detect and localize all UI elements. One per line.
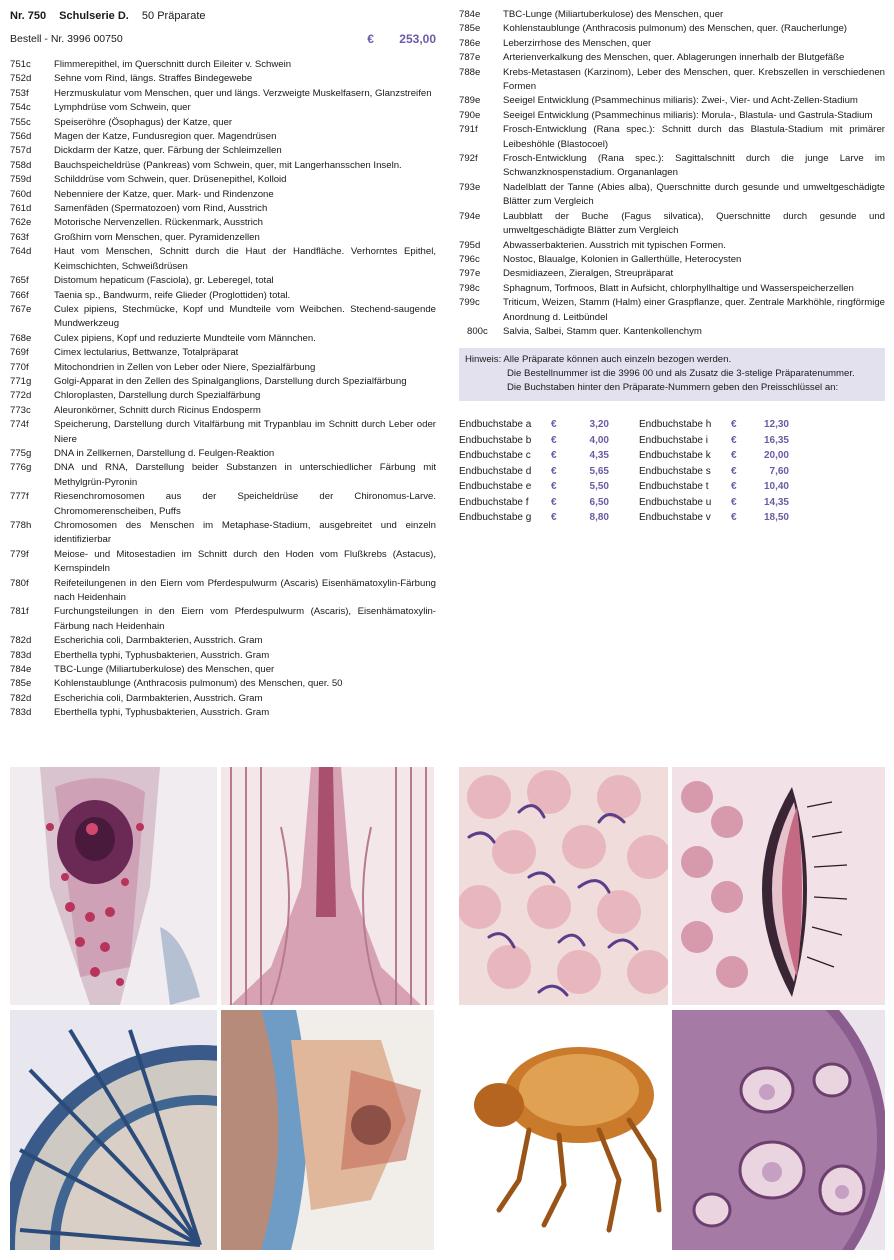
preparation-code: 795d [459,239,481,251]
right-item-entry [459,94,885,108]
preparation-description: Riesenchromosomen aus der Speicheldrüse der Chironomus-Larve. Chromomerenscheiben, Puffs [54,491,436,517]
preparation-code: 753f [10,87,29,99]
price-key-currency: € [731,496,737,508]
photo-shoot-tip-micrograph [221,767,434,1005]
left-item-entry [10,58,436,72]
price-key-value: 5,50 [589,481,609,493]
price-key-label: Endbuchstabe k [639,450,711,462]
preparation-code: 765f [10,275,29,287]
preparation-code: 764d [10,246,32,258]
preparation-description: Culex pipiens, Stechmücke, Kopf und Mundteile vom Weibchen. Stechend-saugende Mundwerkzeug [54,303,436,330]
photo-ovary-tissue-section [672,1010,885,1250]
left-item-entry [10,404,436,418]
preparation-code: 791f [459,124,478,136]
preparation-code: 800c [467,325,488,337]
preparation-code: 793e [459,181,481,193]
price-key-row [639,417,819,433]
price-key-row [459,495,639,511]
price-key-row [459,433,639,449]
price-key-currency: € [551,434,557,446]
preparation-description: Großhirn vom Menschen, quer. Pyramidenzellen [54,231,260,243]
preparation-description: Triticum, Weizen, Stamm (Halm) einer Graspflanze, quer. Zentrale Markhöhle, ringförmige Anordnung d. Leitbündel [503,297,885,323]
preparation-description: Escherichia coli, Darmbakterien, Ausstrich. Gram [54,692,263,704]
right-item-entry [459,51,885,65]
price-key-value: 14,35 [763,496,789,508]
preparation-description: Eberthella typhi, Typhusbakterien, Ausstrich. Gram [54,649,270,661]
preparation-description: Aleuronkörner, Schnitt durch Ricinus Endosperm [54,404,261,416]
preparation-code: 781f [10,606,29,618]
left-item-entry [10,346,436,360]
price-key-currency: € [731,419,737,431]
left-item-entry [10,548,436,577]
right-item-entry [459,152,885,181]
hint-line-1: Hinweis: Alle Präparate können auch einzeln bezogen werden. [465,354,732,366]
preparation-description: DNA in Zellkernen, Darstellung d. Feulgen-Reaktion [54,447,275,459]
left-column [10,8,436,721]
price-key-row [639,433,819,449]
price-key-currency: € [551,512,557,524]
preparation-description: Kohlenstaublunge (Anthracosis pulmonum) des Menschen, quer. 50 [54,678,343,690]
left-item-entry [10,159,436,173]
right-item-entry [459,66,885,95]
left-item-entry [10,361,436,375]
preparation-description: Herzmuskulatur vom Menschen, quer und längs. Verzweigte Muskelfasern, Glanzstreifen [54,87,432,99]
preparation-code: 784e [10,664,32,676]
price-key-label: Endbuchstabe b [459,434,532,446]
right-item-entry [459,296,885,325]
preparation-description: Lymphdrüse vom Schwein, quer [54,102,191,114]
left-item-list [10,58,436,721]
left-item-entry [10,634,436,648]
currency-symbol: € [367,32,374,46]
right-item-entry [459,8,885,22]
preparation-code: 788e [459,66,481,78]
right-item-entry [459,22,885,36]
preparation-code: 797e [459,268,481,280]
preparation-description: Mitochondrien in Zellen von Leber oder Niere, Spezialfärbung [54,361,316,373]
series-header [10,8,436,28]
left-item-entry [10,490,436,519]
preparation-code: 752d [10,73,32,85]
photo-flea-insect [459,1010,668,1250]
preparation-code: 769f [10,347,29,359]
preparation-code: 758d [10,159,32,171]
preparation-description: Meiose- und Mitosestadien im Schnitt durch den Hoden vom Flußkrebs (Astacus), Kernspindeln [54,548,436,575]
series-title: Schulserie D. [59,10,129,22]
preparation-description: Speiseröhre (Ösophagus) der Katze, quer [54,116,233,128]
preparation-description: Nostoc, Blaualge, Kolonien in Gallerthülle, Heterocysten [503,253,742,265]
preparation-code: 780f [10,577,29,589]
price-key-value: 8,80 [589,512,609,524]
preparation-description: TBC-Lunge (Miliartuberkulose) des Menschen, quer [54,664,275,676]
left-item-entry [10,231,436,245]
price-key-currency: € [551,450,557,462]
preparation-code: 766f [10,289,29,301]
left-item-entry [10,72,436,86]
preparation-description: Eberthella typhi, Typhusbakterien, Ausstrich. Gram [54,707,270,719]
preparation-description: Bauchspeicheldrüse (Pankreas) vom Schwein, quer, mit Langerhansschen Inseln. [54,159,402,171]
series-number: Nr. 750 [10,10,47,22]
price-key-label: Endbuchstabe h [639,419,712,431]
photo-leaf-section [221,1010,434,1250]
price-key-label: Endbuchstabe s [639,465,711,477]
preparation-code: 754c [10,102,31,114]
price-key-label: Endbuchstabe i [639,434,708,446]
price-key-row [639,479,819,495]
preparation-code: 778h [10,520,32,531]
preparation-description: Leberzirrhose des Menschen, quer [503,37,652,49]
price-key-currency: € [731,434,737,446]
right-item-list [459,8,885,339]
preparation-code: 796c [459,253,480,265]
preparation-code: 794e [459,210,481,222]
preparation-code: 782d [10,635,32,647]
price-key-label: Endbuchstabe g [459,512,532,524]
price-key-value: 6,50 [589,496,609,508]
photo-plant-cells-micrograph [10,767,217,1005]
price-key-value: 7,60 [769,465,789,477]
preparation-description: Sphagnum, Torfmoos, Blatt in Aufsicht, chlorphyllhaltige und Wasserspeicherzellen [503,282,854,294]
preparation-description: Kohlenstaublunge (Anthracosis pulmonum) des Menschen, quer. (Raucherlunge) [503,23,847,35]
price-key-row [639,495,819,511]
left-item-entry [10,677,436,691]
preparation-code: 783d [10,707,32,719]
left-item-entry [10,577,436,606]
preparation-code: 771g [10,375,32,387]
photo-stem-cross-section [10,1010,217,1250]
preparation-description: Samenfäden (Spermatozoen) vom Rind, Ausstrich [54,203,268,215]
preparation-description: Motorische Nervenzellen. Rückenmark, Ausstrich [54,217,264,229]
right-item-entry [459,123,885,152]
price-key-currency: € [731,465,737,477]
preparation-description: Dickdarm der Katze, quer. Färbung der Schleimzellen [54,145,282,157]
price-key-row [459,464,639,480]
preparation-code: 779f [10,548,29,560]
preparation-description: Culex pipiens, Kopf und reduzierte Mundteile vom Männchen. [54,332,316,344]
preparation-code: 751c [10,59,31,70]
price-key-value: 12,30 [763,419,789,431]
right-item-entry [459,325,885,339]
price-key-value: 4,35 [589,450,609,462]
preparation-description: Golgi-Apparat in den Zellen des Spinalganglions, Darstellung durch Spezialfärbung [54,375,407,387]
right-item-entry [459,282,885,296]
price-value: 253,00 [399,32,436,46]
price-key-row [459,417,639,433]
preparation-description: Distomum hepaticum (Fasciola), gr. Leberegel, total [54,275,274,287]
preparation-code: 773c [10,404,31,416]
preparation-code: 762e [10,217,32,229]
price-key-currency: € [551,496,557,508]
preparation-code: 759d [10,174,32,186]
price-key-value: 18,50 [763,512,789,524]
preparation-description: Nadelblatt der Tanne (Abies alba), Querschnitte durch gesunde und umweltgeschädigte Blätter zum Vergleich [503,181,885,208]
preparation-code: 785e [459,23,481,35]
preparation-description: Taenia sp., Bandwurm, reife Glieder (Proglottiden) total. [54,289,291,301]
preparation-description: Schilddrüse vom Schwein, quer. Drüsenepithel, Kolloid [54,174,287,186]
left-item-entry [10,144,436,158]
order-number: Bestell - Nr. 3996 00750 [10,33,123,45]
price-key-row [459,448,639,464]
right-column [459,8,885,526]
price-key-value: 10,40 [763,481,789,493]
price-key-currency: € [551,465,557,477]
right-item-entry [459,253,885,267]
preparation-description: Salvia, Salbei, Stamm quer. Kantenkollenchym [503,325,702,337]
left-item-entry [10,303,436,332]
series-price [367,32,436,46]
preparation-description: Chromosomen des Menschen im Metaphase-Stadium, ausgebreitet und einzeln identifizierbar [54,520,436,546]
preparation-code: 763f [10,231,29,243]
preparation-code: 775g [10,447,32,459]
preparation-code: 786e [459,37,481,49]
left-item-entry [10,87,436,101]
left-item-entry [10,202,436,216]
preparation-description: DNA und RNA, Darstellung beider Substanzen in unterschiedlicher Färbung mit Methylgrün-Pyronin [54,462,436,488]
left-item-entry [10,274,436,288]
preparation-description: Haut vom Menschen, Schnitt durch die Haut der Handfläche. Verhorntes Epithel, Keimschichten, Schweißdrüsen [54,246,436,272]
preparation-description: Cimex lectularius, Bettwanze, Totalpräparat [54,347,239,359]
left-item-entry [10,116,436,130]
preparation-code: 755c [10,116,31,128]
left-item-entry [10,245,436,274]
hint-line-3: Die Buchstaben hinter den Präparate-Nummern geben den Preisschlüssel an: [507,382,839,394]
preparation-code: 756d [10,131,32,143]
preparation-description: Escherichia coli, Darmbakterien, Ausstrich. Gram [54,635,263,647]
left-item-entry [10,289,436,303]
price-key-currency: € [551,419,557,431]
price-key-currency: € [731,450,737,462]
right-item-entry [459,267,885,281]
preparation-code: 785e [10,678,32,690]
right-item-entry [459,109,885,123]
price-key-row [459,510,639,526]
preparation-description: Abwasserbakterien. Ausstrich mit typischen Formen. [503,239,726,251]
preparation-code: 774f [10,419,29,431]
preparation-code: 798c [459,282,480,294]
preparation-description: Arterienverkalkung des Menschen, quer. Ablagerungen innerhalb der Blutgefäße [503,52,845,64]
preparation-description: Frosch-Entwicklung (Rana spec.): Sagittalschnitt durch die junge Larve im Schwanzknospenstadium. Organanlagen [503,153,885,179]
price-key-column-right [639,417,819,526]
price-key-label: Endbuchstabe v [639,512,711,524]
left-item-entry [10,519,436,548]
preparation-code: 767e [10,303,32,315]
left-item-entry [10,332,436,346]
preparation-code: 770f [10,361,29,373]
preparation-description: Flimmerepithel, im Querschnitt durch Eileiter v. Schwein [54,59,292,70]
preparation-code: 761d [10,203,32,215]
preparation-code: 799c [459,297,480,309]
hint-box [459,348,885,401]
left-item-entry [10,418,436,447]
price-key-table [459,417,885,526]
photo-oral-gland-section [672,767,885,1005]
preparation-code: 783d [10,649,32,661]
left-item-entry [10,101,436,115]
right-item-entry [459,239,885,253]
preparation-code: 776g [10,462,32,474]
price-key-row [459,479,639,495]
price-key-value: 5,65 [589,465,609,477]
left-item-entry [10,461,436,490]
price-key-row [639,448,819,464]
hint-line-2: Die Bestellnummer ist die 3996 00 und als Zusatz die 3-stelige Präparatenummer. [507,368,855,380]
price-key-label: Endbuchstabe e [459,481,532,493]
preparation-code: 782d [10,692,32,704]
preparation-description: Speicherung, Darstellung durch Vitalfärbung mit Trypanblau im Schnitt durch Leber oder Niere [54,419,436,445]
preparation-description: Magen der Katze, Fundusregion quer. Magendrüsen [54,131,277,143]
left-item-entry [10,692,436,706]
price-key-column-left [459,417,639,526]
preparation-code: 792f [459,153,478,165]
price-key-currency: € [551,481,557,493]
right-item-entry [459,37,885,51]
preparation-description: Nebenniere der Katze, quer. Mark- und Rindenzone [54,188,274,200]
preparation-description: Furchungsteilungen in den Eiern vom Pferdespulwurm (Ascaris), Eisenhämatoxylin-Färbung nach Heidenhain [54,606,436,632]
price-key-label: Endbuchstabe f [459,496,529,508]
preparation-description: Sehne vom Rind, längs. Straffes Bindegewebe [54,73,253,85]
preparation-code: 768e [10,332,32,344]
series-count: 50 Präparate [141,10,206,22]
preparation-code: 772d [10,390,32,402]
price-key-label: Endbuchstabe c [459,450,531,462]
left-item-entry [10,375,436,389]
preparation-description: TBC-Lunge (Miliartuberkulose) des Menschen, quer [503,9,724,20]
preparation-description: Laubblatt der Buche (Fagus silvatica), Querschnitte durch gesunde und umweltgeschädigte Blätter zum Vergleich [503,210,885,237]
price-key-value: 4,00 [589,434,609,446]
preparation-description: Krebs-Metastasen (Karzinom), Leber des Menschen, quer. Krebszellen in verschiedenen Formen [503,66,885,93]
preparation-description: Seeigel Entwicklung (Psammechinus miliaris): Zwei-, Vier- und Acht-Zellen-Stadium [503,95,858,107]
left-item-entry [10,605,436,634]
price-key-value: 16,35 [763,434,789,446]
preparation-description: Seeigel Entwicklung (Psammechinus miliaris): Morula-, Blastula- und Gastrula-Stadium [503,109,873,121]
preparation-description: Frosch-Entwicklung (Rana spec.): Schnitt durch das Blastula-Stadium mit primärer Leibeshöhle (Blastocoel) [503,124,885,150]
right-item-entry [459,181,885,210]
preparation-code: 784e [459,9,481,20]
price-key-currency: € [731,481,737,493]
price-key-label: Endbuchstabe a [459,419,532,431]
preparation-code: 789e [459,95,481,107]
preparation-code: 760d [10,188,32,200]
preparation-description: Desmidiazeen, Zieralgen, Streupräparat [503,268,674,280]
preparation-code: 757d [10,145,32,157]
price-key-value: 20,00 [763,450,789,462]
price-key-label: Endbuchstabe u [639,496,712,508]
preparation-code: 787e [459,52,481,64]
preparation-code: 777f [10,491,29,503]
price-key-currency: € [731,512,737,524]
left-item-entry [10,216,436,230]
preparation-code: 790e [459,109,481,121]
price-key-row [639,464,819,480]
left-item-entry [10,663,436,677]
left-item-entry [10,130,436,144]
left-item-entry [10,649,436,663]
preparation-description: Reifeteilungenen in den Eiern vom Pferdespulwurm (Ascaris) Eisenhämatoxylin-Färbung nach Heidenhain [54,577,436,604]
left-item-entry [10,188,436,202]
photo-blood-smear-trypanosomes [459,767,668,1005]
left-item-entry [10,173,436,187]
left-item-entry [10,389,436,403]
price-key-label: Endbuchstabe t [639,481,709,493]
order-line [10,28,436,50]
left-item-entry [10,447,436,461]
price-key-label: Endbuchstabe d [459,465,532,477]
price-key-value: 3,20 [589,419,609,431]
price-key-row [639,510,819,526]
right-item-entry [459,210,885,239]
left-item-entry [10,706,436,720]
preparation-description: Chloroplasten, Darstellung durch Spezialfärbung [54,390,261,402]
